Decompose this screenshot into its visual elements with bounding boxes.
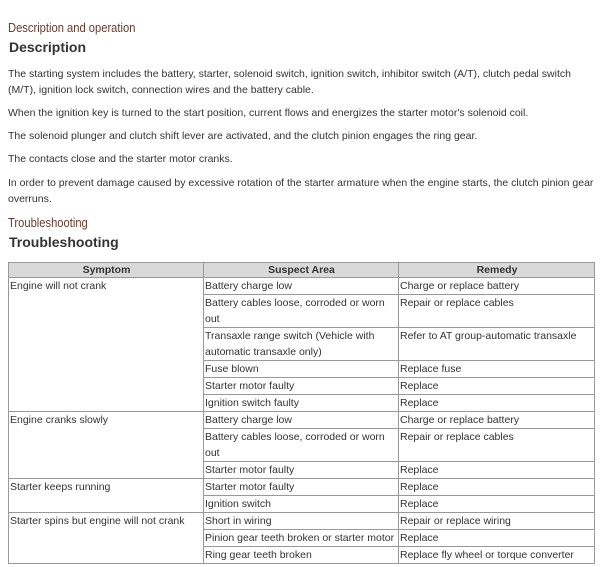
section-heading-troubleshooting: Troubleshooting	[8, 215, 88, 230]
suspect-area-cell: Starter motor faulty	[204, 462, 399, 479]
remedy-cell: Replace	[399, 378, 595, 395]
remedy-cell: Repair or replace wiring	[399, 513, 595, 530]
remedy-cell: Replace fly wheel or torque converter	[399, 547, 595, 564]
suspect-area-cell: Fuse blown	[204, 361, 399, 378]
description-paragraph: The starting system includes the battery, starter, solenoid switch, ignition switch, inhibitor switch (A/T), clutch pedal switch (M/T), ignition lock switch, connection wires and the battery cable.	[8, 68, 571, 96]
remedy-cell: Repair or replace cables	[399, 429, 595, 462]
header-suspect-area: Suspect Area	[204, 263, 399, 278]
remedy-cell: Replace	[399, 530, 595, 547]
description-paragraph: The contacts close and the starter motor cranks.	[8, 153, 233, 165]
suspect-area-cell: Short in wiring	[204, 513, 399, 530]
description-paragraph: The solenoid plunger and clutch shift lever are activated, and the clutch pinion engages the ring gear.	[8, 130, 478, 142]
symptom-cell: Starter spins but engine will not crank	[9, 513, 204, 564]
suspect-area-cell: Transaxle range switch (Vehicle with automatic transaxle only)	[204, 328, 399, 361]
section-heading-description-operation: Description and operation	[8, 20, 136, 35]
table-row	[9, 412, 595, 429]
description-paragraph: In order to prevent damage caused by excessive rotation of the starter armature when the engine starts, the clutch pinion gear overruns.	[8, 177, 594, 205]
table-row	[9, 479, 595, 496]
remedy-cell: Repair or replace cables	[399, 295, 595, 328]
suspect-area-cell: Ignition switch faulty	[204, 395, 399, 412]
suspect-area-cell: Battery cables loose, corroded or worn out	[204, 295, 399, 328]
remedy-cell: Replace	[399, 479, 595, 496]
suspect-area-cell: Pinion gear teeth broken or starter motor	[204, 530, 399, 547]
table-row	[9, 513, 595, 530]
description-paragraph: When the ignition key is turned to the start position, current flows and energizes the starter motor's solenoid coil.	[8, 107, 529, 119]
table-row	[9, 278, 595, 295]
suspect-area-cell: Starter motor faulty	[204, 479, 399, 496]
remedy-cell: Refer to AT group-automatic transaxle	[399, 328, 595, 361]
suspect-area-cell: Ring gear teeth broken	[204, 547, 399, 564]
suspect-area-cell: Battery cables loose, corroded or worn out	[204, 429, 399, 462]
header-symptom: Symptom	[9, 263, 204, 278]
table-header-row	[9, 263, 595, 278]
remedy-cell: Replace	[399, 462, 595, 479]
suspect-area-cell: Ignition switch	[204, 496, 399, 513]
troubleshooting-title: Troubleshooting	[9, 234, 119, 250]
remedy-cell: Replace fuse	[399, 361, 595, 378]
symptom-cell: Starter keeps running	[9, 479, 204, 513]
troubleshooting-table	[8, 262, 595, 564]
suspect-area-cell: Battery charge low	[204, 412, 399, 429]
symptom-cell: Engine will not crank	[9, 278, 204, 412]
remedy-cell: Replace	[399, 496, 595, 513]
remedy-cell: Charge or replace battery	[399, 278, 595, 295]
remedy-cell: Charge or replace battery	[399, 412, 595, 429]
remedy-cell: Replace	[399, 395, 595, 412]
symptom-cell: Engine cranks slowly	[9, 412, 204, 479]
suspect-area-cell: Starter motor faulty	[204, 378, 399, 395]
header-remedy: Remedy	[399, 263, 595, 278]
description-title: Description	[9, 39, 87, 55]
suspect-area-cell: Battery charge low	[204, 278, 399, 295]
